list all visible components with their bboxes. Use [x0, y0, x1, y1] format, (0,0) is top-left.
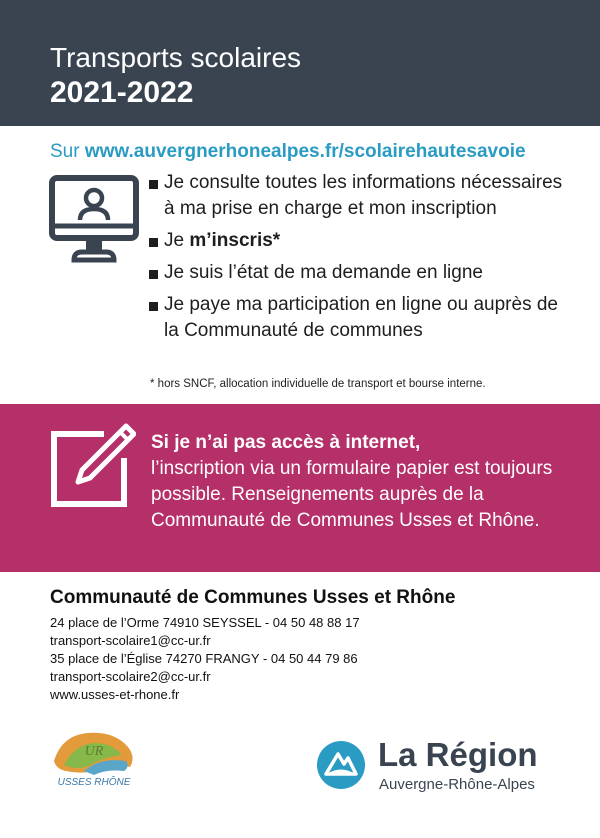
paper-form-body: l’inscription via un formulaire papier est toujours possible. Renseignements auprès de la Communauté de Communes Usses et Rhône.	[151, 458, 553, 531]
address-seyssel: 24 place de l’Orme 74910 SEYSSEL - 04 50 48 88 17	[50, 615, 360, 630]
paper-form-band	[0, 404, 600, 572]
website-line	[50, 141, 526, 163]
list-item: Je m’inscris*	[146, 228, 566, 254]
list-item: Je consulte toutes les informations nécessaires à ma prise en charge et mon inscription	[146, 170, 566, 222]
region-name: La Région	[378, 736, 538, 773]
edit-form-icon	[46, 422, 136, 512]
region-subtitle: Auvergne-Rhône-Alpes	[379, 776, 535, 793]
region-logo-icon	[316, 740, 366, 790]
email-2[interactable]: transport-scolaire2@cc-ur.fr	[50, 669, 211, 684]
computer-user-icon	[48, 172, 140, 266]
list-item: Je suis l’état de ma demande en ligne	[146, 260, 566, 286]
footnote: * hors SNCF, allocation individuelle de transport et bourse interne.	[150, 378, 486, 390]
list-item: Je paye ma participation en ligne ou auprès de la Communauté de communes	[146, 292, 566, 344]
ur-logo-text: USSES RHÔNE	[57, 777, 131, 788]
school-year: 2021-2022	[50, 76, 194, 109]
usses-rhone-logo	[44, 727, 144, 789]
address-frangy: 35 place de l’Église 74270 FRANGY - 04 50 44 79 86	[50, 651, 358, 666]
website-prefix: Sur	[50, 141, 80, 162]
website-usses[interactable]: www.usses-et-rhone.fr	[50, 687, 180, 702]
paper-form-lead: Si je n’ai pas accès à internet,	[151, 432, 421, 453]
contact-title: Communauté de Communes Usses et Rhône	[50, 587, 456, 608]
email-1[interactable]: transport-scolaire1@cc-ur.fr	[50, 633, 211, 648]
paper-form-text	[151, 430, 571, 534]
page-title: Transports scolaires	[50, 42, 302, 73]
online-steps-list	[146, 170, 566, 350]
header-banner	[0, 0, 600, 126]
website-link[interactable]: www.auvergnerhonealpes.fr/scolairehautesavoie	[84, 141, 526, 162]
contact-details	[50, 614, 360, 704]
ur-monogram: UR	[84, 744, 104, 759]
